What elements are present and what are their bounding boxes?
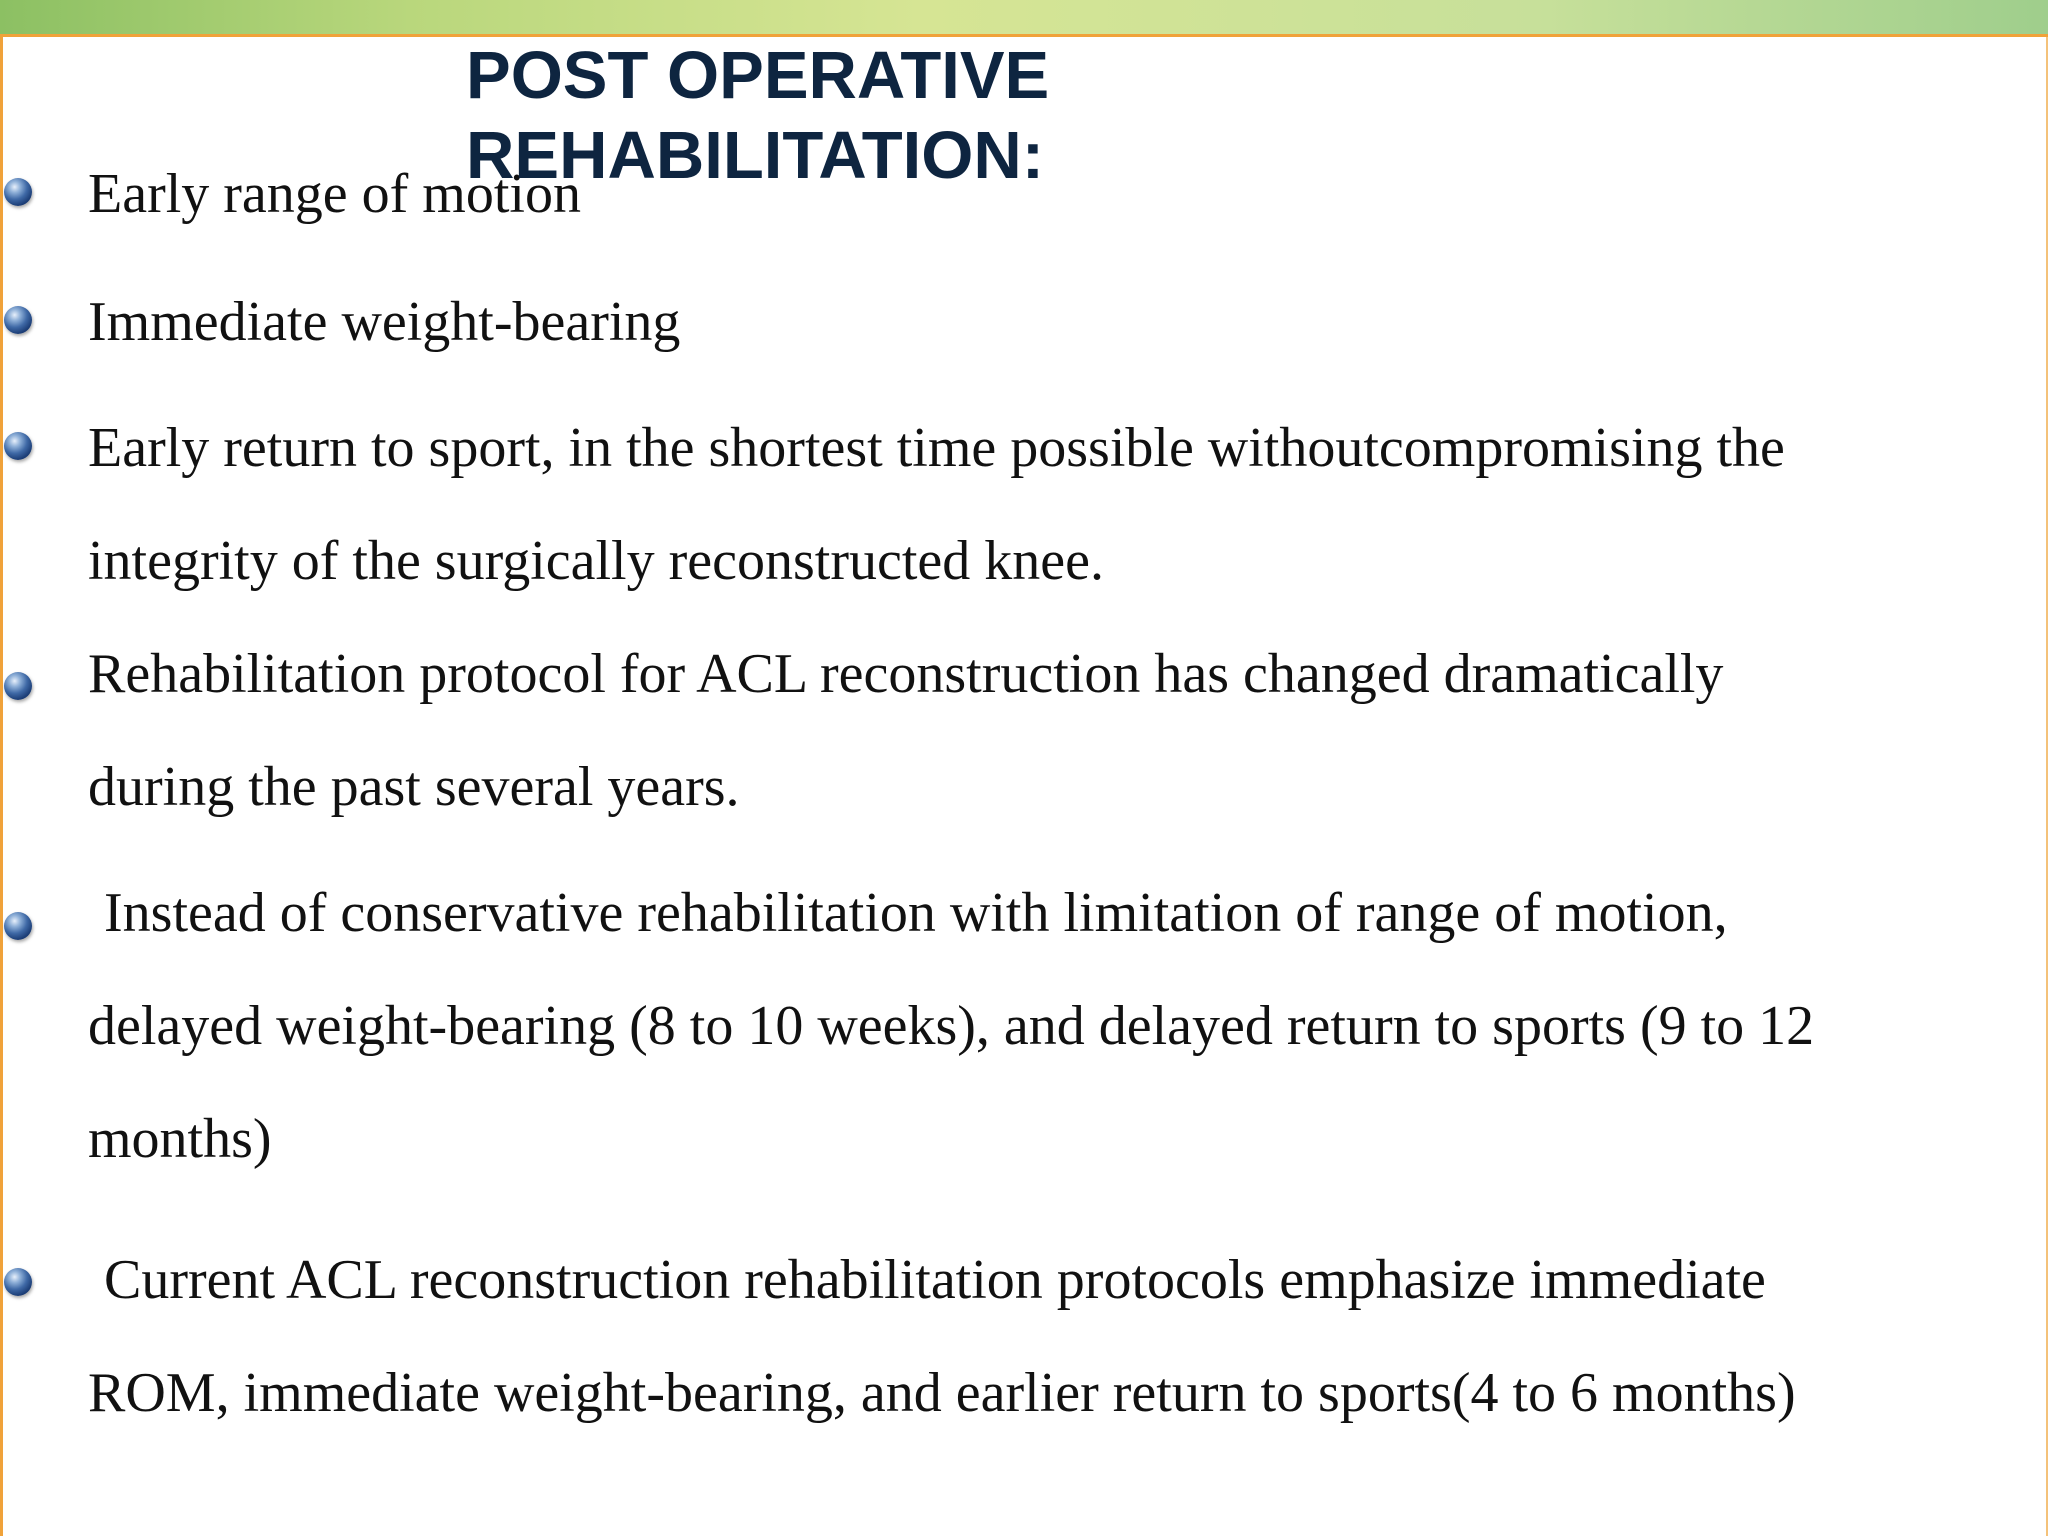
- bullet-sphere-icon: [4, 178, 32, 206]
- bullet-sphere-icon: [4, 1268, 32, 1296]
- bullet-line: Early return to sport, in the shortest time possible withoutcompromising the: [88, 417, 1785, 479]
- bullet-sphere-icon: [4, 912, 32, 940]
- slide-title: POST OPERATIVE REHABILITATION:: [466, 38, 1050, 193]
- bullet-line: delayed weight-bearing (8 to 10 weeks), and delayed return to sports (9 to 12: [88, 995, 1815, 1057]
- bullet-item: [88, 392, 2018, 618]
- bullet-line: ROM, immediate weight-bearing, and earlier return to sports(4 to 6 months): [88, 1362, 1796, 1424]
- left-border: [0, 37, 3, 1536]
- bullet-line: Instead of conservative rehabilitation with limitation of range of motion,: [104, 882, 1728, 944]
- bullet-item: [88, 857, 2018, 1196]
- bullet-line: integrity of the surgically reconstructed knee.: [88, 530, 1104, 592]
- bullet-line: Immediate weight-bearing: [88, 291, 681, 353]
- bullet-sphere-icon: [4, 306, 32, 334]
- bullet-sphere-icon: [4, 432, 32, 460]
- bullet-item: [88, 618, 2018, 844]
- header-gradient-band: [0, 0, 2048, 34]
- bullet-item: [88, 1224, 2018, 1450]
- bullet-line: Rehabilitation protocol for ACL reconstruction has changed dramatically: [88, 643, 1724, 705]
- bullet-sphere-icon: [4, 672, 32, 700]
- bullet-line: during the past several years.: [88, 756, 740, 818]
- bullet-line: Current ACL reconstruction rehabilitation protocols emphasize immediate: [104, 1249, 1766, 1311]
- bullet-item: [88, 266, 2018, 379]
- bullet-line: Early range of motion: [88, 163, 581, 225]
- bullet-line: months): [88, 1108, 272, 1170]
